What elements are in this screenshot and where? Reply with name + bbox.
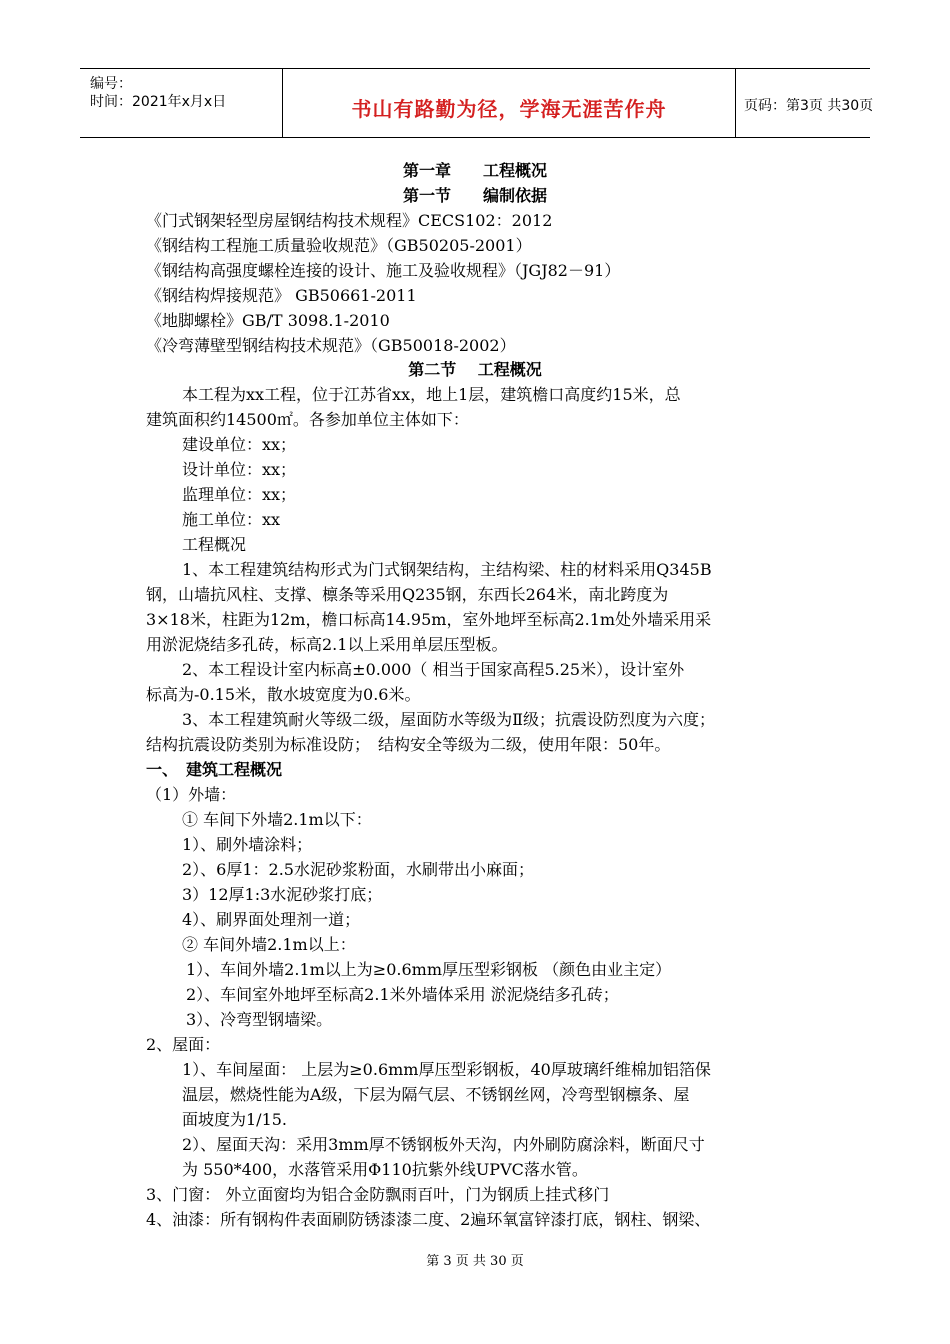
reference-item: 《钢结构高强度螺栓连接的设计、施工及验收规程》（JGJ82－91） [146, 261, 621, 280]
header-center-cell [282, 69, 736, 137]
wall-above-item: 2）、车间室外地坪至标高2.1米外墙体采用 淤泥烧结多孔砖； [186, 985, 619, 1004]
overview-item-2: 标高为-0.15米，散水坡宽度为0.6米。 [146, 685, 421, 704]
header-table [80, 68, 874, 138]
overview-paragraph: 建筑面积约14500㎡。各参加单位主体如下： [146, 410, 469, 429]
roof-item-2: 2）、屋面天沟：采用3mm厚不锈钢板外天沟，内外刷防腐涂料，断面尺寸 [182, 1135, 705, 1154]
overview-item-1: 1、本工程建筑结构形式为门式钢架结构，主结构梁、柱的材料采用Q345B [182, 560, 712, 579]
header-page-info: 页码：第3页 共30页 [744, 98, 874, 114]
wall-below-item: 3）12厚1:3水泥砂浆打底； [182, 885, 383, 904]
wall-title: （1）外墙： [146, 785, 237, 804]
wall-below-item: 1）、刷外墙涂料； [182, 835, 313, 854]
unit-line: 设计单位：xx； [182, 460, 297, 479]
building-overview-heading: 一、 建筑工程概况 [146, 760, 283, 779]
overview-subheading: 工程概况 [182, 535, 247, 554]
overview-item-3: 3、本工程建筑耐火等级二级，屋面防水等级为Ⅱ级；抗震设防烈度为六度； [182, 710, 716, 729]
page-footer: 第 3 页 共 30 页 [426, 1254, 524, 1269]
overview-item-3: 结构抗震设防类别为标准设防； 结构安全等级为二级，使用年限：50年。 [146, 735, 671, 754]
roof-item-1: 1）、车间屋面： 上层为≥0.6mm厚压型彩钢板，40厚玻璃纤维棉加铝箔保 [182, 1060, 711, 1079]
overview-item-1: 3×18米，柱距为12m，檐口标高14.95m，室外地坪至标高2.1m处外墙采用采 [146, 610, 712, 629]
overview-item-1: 钢，山墙抗风柱、支撑、檩条等采用Q235钢，东西长264米，南北跨度为 [146, 585, 669, 604]
reference-item: 《地脚螺栓》GB/T 3098.1-2010 [146, 311, 390, 330]
unit-line: 施工单位：xx [182, 510, 281, 529]
reference-item: 《冷弯薄壁型钢结构技术规范》（GB50018-2002） [146, 336, 516, 355]
document-date: 时间：2021年x月x日 [90, 94, 227, 110]
roof-title: 2、屋面： [146, 1035, 221, 1054]
header-left-cell [80, 69, 280, 137]
overview-item-1: 用淤泥烧结多孔砖，标高2.1以上采用单层压型板。 [146, 635, 508, 654]
reference-item: 《钢结构工程施工质量验收规范》（GB50205-2001） [146, 236, 532, 255]
reference-item: 《门式钢架轻型房屋钢结构技术规程》CECS102：2012 [146, 211, 553, 230]
document-number-label: 编号： [90, 76, 132, 92]
chapter-title: 第一章 工程概况 [402, 161, 547, 180]
header-motto: 书山有路勤为径，学海无涯苦作舟 [351, 97, 667, 121]
roof-item-1: 温层，燃烧性能为A级，下层为隔气层、不锈钢丝网，冷弯型钢檩条、屋 [182, 1085, 690, 1104]
section-title-basis: 第一节 编制依据 [402, 186, 547, 205]
unit-line: 监理单位：xx； [182, 485, 297, 504]
header-right-cell [736, 69, 874, 137]
roof-item-2: 为 550*400，水落管采用Φ110抗紫外线UPVC落水管。 [182, 1160, 588, 1179]
wall-above-item: 1）、车间外墙2.1m以上为≥0.6mm厚压型彩钢板 （颜色由业主定） [186, 960, 672, 979]
reference-item: 《钢结构焊接规范》 GB50661-2011 [146, 286, 417, 305]
wall-above-item: 3）、冷弯型钢墙梁。 [186, 1010, 333, 1029]
wall-below-item: 4）、刷界面处理剂一道； [182, 910, 361, 929]
wall-below-item: 2）、6厚1：2.5水泥砂浆粉面，水刷带出小麻面； [182, 860, 534, 879]
section-title-overview: 第二节 工程概况 [408, 360, 542, 379]
unit-line: 建设单位：xx； [182, 435, 297, 454]
wall-below-title: ① 车间下外墙2.1m以下： [182, 810, 372, 829]
paint-line: 4、油漆：所有钢构件表面刷防锈漆漆二度、2遍环氧富锌漆打底，钢柱、钢梁、 [146, 1210, 711, 1229]
wall-above-title: ② 车间外墙2.1m以上： [182, 935, 356, 954]
roof-item-1: 面坡度为1/15. [182, 1110, 288, 1129]
overview-item-2: 2、本工程设计室内标高±0.000（ 相当于国家高程5.25米），设计室外 [182, 660, 685, 679]
doors-windows-line: 3、门窗： 外立面窗均为铝合金防飘雨百叶，门为钢质上挂式移门 [146, 1185, 610, 1204]
overview-paragraph: 本工程为xx工程，位于江苏省xx，地上1层，建筑檐口高度约15米，总 [182, 385, 681, 404]
